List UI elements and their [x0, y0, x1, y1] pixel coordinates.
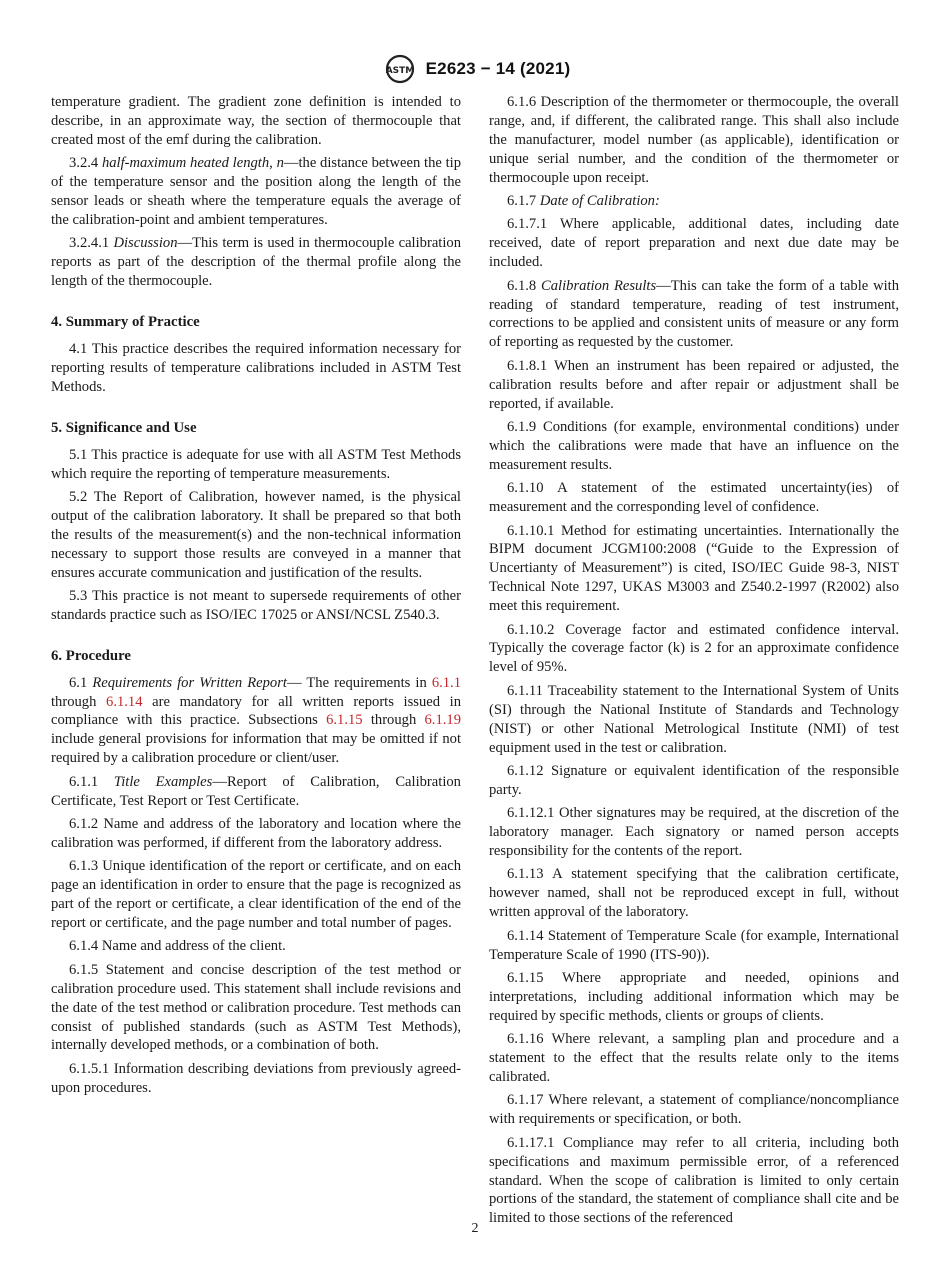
text-run: 6. Procedure: [51, 647, 131, 664]
text-run: 6.1.9 Conditions (for example, environmental conditions) under which the calibrations were made that have an influence on the measurement results.: [489, 419, 899, 473]
paragraph: [489, 1091, 899, 1129]
paragraph: [51, 674, 461, 769]
paragraph: [489, 418, 899, 475]
paragraph: [51, 773, 461, 811]
svg-text:ASTM: ASTM: [385, 66, 414, 76]
text-run: 5.2 The Report of Calibration, however named, is the physical output of the calibration laboratory. It shall be prepared so that both the results of the measurement(s) and the non-technical information necessary to support those results are conveyed in a manner that ensures accurate communication and justification of the results.: [51, 488, 461, 581]
text-run: 6.1.8.1 When an instrument has been repaired or adjusted, the calibration results before and after repair or adjustment shall be reported, if available.: [489, 357, 899, 412]
text-run: 6.1.8: [507, 277, 542, 294]
text-run: 5.3 This practice is not meant to supersede requirements of other standards practice such as ISO/IEC 17025 or ANSI/NCSL Z540.3.: [51, 587, 461, 623]
text-run: 6.1.7: [507, 193, 540, 210]
paragraph: [489, 277, 899, 353]
text-run: 6.1.11 Traceability statement to the International System of Units (SI) through the National Institute of Standards and Technology (NIST) or other National Metrological Institute (NMI) of test equipment used in the test or calibration.: [489, 682, 899, 756]
text-run: 6.1.14 Statement of Temperature Scale (for example, International Temperature Scale of 1990 (ITS-90)).: [489, 927, 899, 963]
text-run: 3.2.4.1: [69, 235, 114, 252]
page-header: [0, 54, 950, 84]
text-run: temperature gradient. The gradient zone definition is intended to describe, in an approximate way, the section of thermocouple that created most of the emf during the calibration.: [51, 94, 461, 148]
text-run: 6.1.3 Unique identification of the report or certificate, and on each page an identification in order to ensure that the page is recognized as part of the report or certificate, a clear identification of the end of the report or certificate, and the page number and total number of pages.: [51, 858, 461, 932]
text-run: 5. Significance and Use: [51, 419, 197, 436]
section-link[interactable]: 6.1.14: [106, 693, 143, 710]
paragraph: [489, 1134, 899, 1229]
paragraph: [489, 522, 899, 617]
text-run: 3.2.4: [69, 155, 102, 172]
italic-term: Requirements for Written Report: [92, 674, 287, 691]
italic-term: Discussion: [113, 235, 178, 252]
text-run: 5.1 This practice is adequate for use with all ASTM Test Methods which require the reporting of temperature measurements.: [51, 446, 461, 482]
paragraph: [51, 961, 461, 1056]
paragraph: [51, 340, 461, 397]
paragraph: [51, 937, 461, 956]
text-run: —Report of Calibration, Calibration Certificate, Test Report or Test Certificate.: [51, 773, 461, 809]
section-heading: [51, 313, 461, 332]
italic-term: half-maximum heated length, n: [101, 155, 284, 172]
text-run: 6.1.17 Where relevant, a statement of compliance/noncompliance with requirements or specification, or both.: [489, 1092, 899, 1128]
section-link[interactable]: 6.1.1: [431, 674, 461, 691]
paragraph: [51, 234, 461, 291]
text-run: 6.1.10.2 Coverage factor and estimated confidence interval. Typically the coverage factor (k) is 2 for an approximate confidence level of 95%.: [489, 621, 899, 676]
text-run: 6.1.1: [69, 773, 114, 790]
left-column: [51, 93, 461, 1102]
text-run: — The requirements in: [286, 674, 432, 691]
text-run: 6.1.5.1 Information describing deviations from previously agreed-upon procedures.: [51, 1060, 461, 1096]
paragraph: [489, 865, 899, 922]
text-run: 6.1.15 Where appropriate and needed, opinions and interpretations, including additional information which may be required by specific methods, clients or groups of clients.: [489, 969, 899, 1024]
text-run: 6.1.13 A statement specifying that the calibration certificate, however named, shall not be reproduced except in full, without written approval of the laboratory.: [489, 866, 899, 921]
text-run: —This term is used in thermocouple calibration reports as part of the description of the thermal profile along the length of the thermocouple.: [51, 235, 462, 290]
text-run: 6.1.10 A statement of the estimated uncertainty(ies) of measurement and the corresponding level of confidence.: [489, 480, 899, 516]
page-number: 2: [471, 1221, 479, 1236]
text-run: —This can take the form of a table with reading of standard temperature, reading of test instrument, corrections to be applied and consistent units of measure or any form of reporting as requested by the customer.: [489, 277, 900, 351]
italic-term: Calibration Results: [541, 277, 657, 294]
text-run: 6.1.4 Name and address of the client.: [69, 938, 286, 955]
text-run: include general provisions for information that may be omitted if not required by a calibration procedure or client/user.: [51, 731, 461, 767]
paragraph: [489, 927, 899, 965]
italic-term: Title Examples: [113, 773, 213, 790]
text-run: 6.1.12 Signature or equivalent identification of the responsible party.: [489, 762, 899, 798]
text-run: 6.1.5 Statement and concise description of the test method or calibration procedure used. This statement shall include revisions and the date of the test method or calibration procedure. Test methods can consist of published standards (such as ASTM Test Methods), internally developed methods, or a combination of both.: [51, 961, 461, 1054]
text-run: 6.1.17.1 Compliance may refer to all criteria, including both specifications and maximum permissible error, of a referenced standard. When the scope of calibration is limited to only certain portions of the standard, the statement of compliance shall cite and be limited to those sections of the referenced: [489, 1134, 899, 1227]
paragraph: [51, 1060, 461, 1098]
section-heading: [51, 419, 461, 438]
standard-designation: E2623 − 14 (2021): [425, 59, 571, 78]
italic-term: Date of Calibration:: [539, 193, 660, 210]
paragraph: [489, 804, 899, 861]
text-run: 6.1.10.1 Method for estimating uncertainties. Internationally the BIPM document JCGM100:2008 (“Guide to the Expression of Uncertianty of Measurement”) is cited, ISO/IEC Guide 98-3, NIST Technical Note 1297, UKAS M3003 and Z540.2-1997 (R2002) also meet this requirement.: [489, 522, 899, 615]
text-run: are mandatory for all written reports issued in compliance with this practice. Subsections: [51, 693, 461, 729]
paragraph: [489, 621, 899, 678]
paragraph: [51, 446, 461, 484]
text-run: 6.1.16 Where relevant, a sampling plan and procedure and a statement to the effect that the results relate only to the items calibrated.: [489, 1031, 899, 1085]
paragraph: [489, 192, 899, 211]
text-run: 4.1 This practice describes the required information necessary for reporting results of temperature calibrations included in ASTM Test Methods.: [51, 340, 461, 395]
paragraph: [51, 93, 461, 150]
paragraph: [489, 93, 899, 188]
paragraph: [51, 154, 461, 230]
paragraph: [489, 969, 899, 1026]
paragraph: [51, 857, 461, 933]
paragraph: [51, 587, 461, 625]
text-run: through: [51, 693, 107, 710]
section-link[interactable]: 6.1.15: [326, 712, 363, 729]
text-run: 4. Summary of Practice: [51, 314, 200, 331]
paragraph: [489, 682, 899, 758]
paragraph: [489, 1030, 899, 1087]
astm-logo-icon: [380, 54, 420, 84]
text-run: through: [362, 712, 425, 729]
right-column: [489, 93, 899, 1233]
section-heading: [51, 647, 461, 666]
paragraph: [489, 479, 899, 517]
text-run: 6.1.7.1 Where applicable, additional dates, including date received, date of report preparation and next due date may be included.: [489, 216, 899, 271]
text-run: 6.1.2 Name and address of the laboratory and location where the calibration was performed, if different from the laboratory address.: [51, 816, 461, 851]
paragraph: [489, 762, 899, 800]
text-run: 6.1.6 Description of the thermometer or thermocouple, the overall range, and, if different, the calibrated range. This shall also include the manufacturer, model number (as applicable), identification or unique serial number, and the condition of the thermometer or thermocouple upon receipt.: [489, 94, 899, 186]
text-run: —the distance between the tip of the temperature sensor and the position along the length of the sensor leads or sheath where the temperature equals the average of the calibration-point and ambient temperatures.: [51, 155, 462, 228]
text-run: 6.1.12.1 Other signatures may be required, at the discretion of the laboratory manager. Each signatory or named person accepts responsibility for the contents of the report.: [489, 805, 899, 860]
paragraph: [51, 488, 461, 583]
paragraph: [51, 815, 461, 853]
paragraph: [489, 357, 899, 414]
text-run: 6.1: [69, 674, 93, 691]
paragraph: [489, 215, 899, 272]
section-link[interactable]: 6.1.19: [424, 712, 461, 729]
